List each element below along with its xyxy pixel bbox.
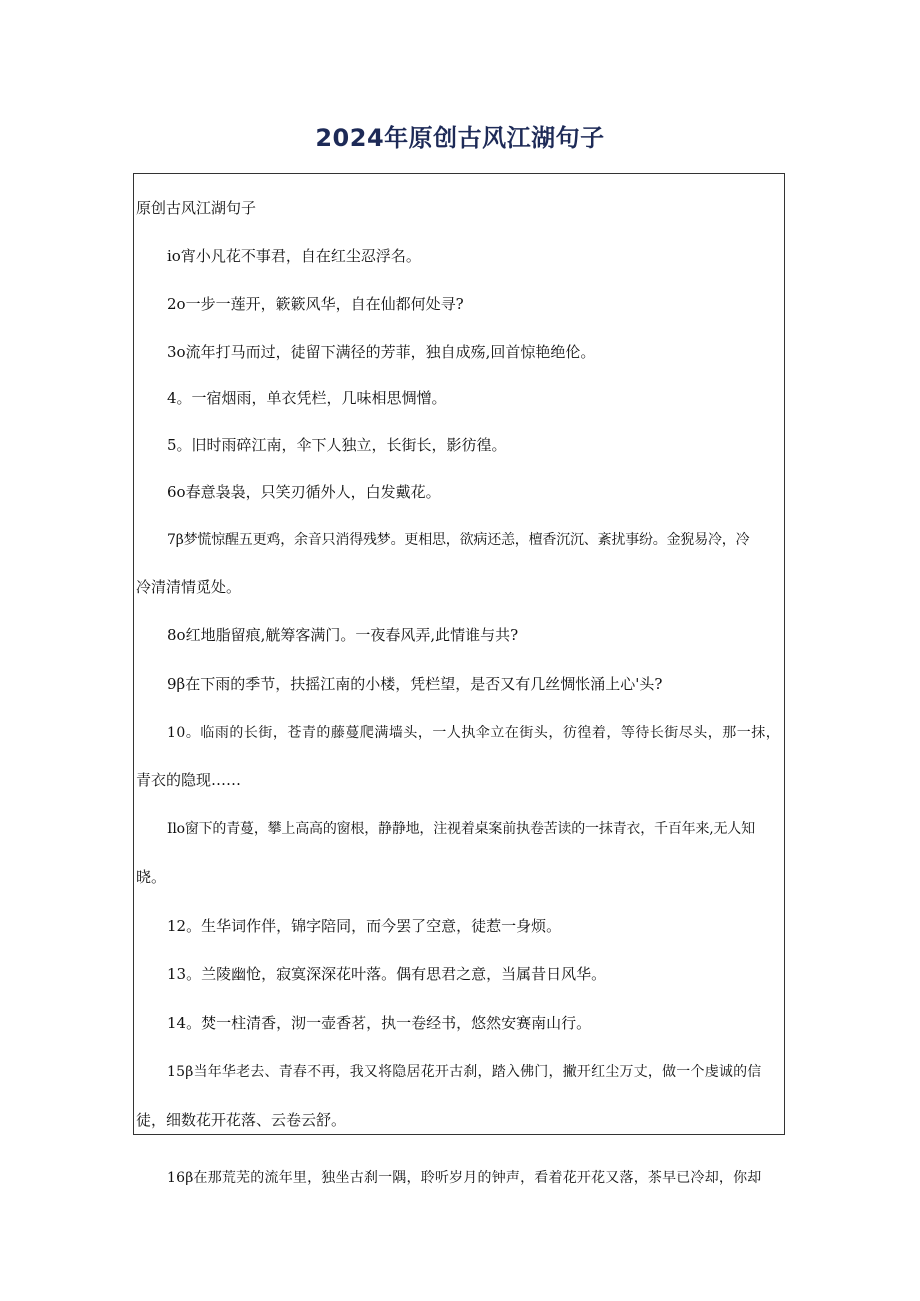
paragraph-line: 14。焚一柱清香，沏一壶香茗，执一卷经书，悠然安赛南山行。 (167, 1014, 592, 1032)
paragraph-line: 5。旧时雨碎江南，伞下人独立，长街长，影彷徨。 (167, 436, 507, 454)
content-frame (133, 173, 785, 1135)
paragraph-line: 3o流年打马而过，徒留下满径的芳菲，独自成殇,回首惊艳绝伦。 (167, 343, 596, 361)
paragraph-line: 10。临雨的长街，苍青的藤蔓爬满墙头，一人执伞立在街头，彷徨着，等待长街尽头，那一抹， (167, 725, 781, 741)
document-title: 2024年原创古风江湖句子 (315, 124, 605, 152)
paragraph-line: 15β当年华老去、青春不再，我又将隐居花开古刹，踏入佛门，撇开红尘万丈，做一个虔诚的信 (167, 1064, 762, 1080)
paragraph-line: 晓。 (136, 868, 167, 886)
paragraph-line: 冷清清情觅处。 (136, 578, 242, 596)
paragraph-line: 16β在那荒芜的流年里，独坐古刹一隅，聆听岁月的钟声，看着花开花又落，茶早已冷却，你却 (167, 1170, 762, 1186)
paragraph-line: 13。兰陵幽怆，寂寞深深花叶落。偶有思君之意，当属昔日风华。 (167, 965, 607, 983)
paragraph-line: 青衣的隐现…… (136, 771, 242, 789)
paragraph-line: 7β梦慌惊醒五更鸡，余音只消得残梦。更相思，欲病还恙，檀香沉沉、紊扰事纷。金猊易冷，冷 (167, 532, 750, 548)
paragraph-line: Ilo窗下的青蔓，攀上高高的窗根，静静地，注视着桌案前执卷苦读的一抹青衣，千百年来,无人知 (167, 821, 755, 837)
paragraph-line: 徒，细数花开花落、云卷云舒。 (136, 1111, 347, 1129)
paragraph-line: 6o春意袅袅，只笑刃循外人，白发戴花。 (167, 483, 441, 501)
document-heading: 原创古风江湖句子 (136, 199, 257, 217)
paragraph-line: 8o红地脂留痕,觥筹客满门。一夜春风弄,此情谁与共? (167, 626, 519, 644)
paragraph-line: 12。生华词作伴，锦字陪同，而今罢了空意，徒惹一身烦。 (167, 917, 562, 935)
paragraph-line: 2o一步一莲开，簌簌风华，自在仙都何处寻? (167, 295, 464, 313)
paragraph-line: 4。一宿烟雨，单衣凭栏，几味相思惆憎。 (167, 389, 447, 407)
paragraph-line: io宵小凡花不事君，自在红尘忍浮名。 (167, 247, 421, 265)
paragraph-line: 9β在下雨的季节，扶摇江南的小楼，凭栏望，是否又有几丝惆怅涌上心'头? (167, 675, 663, 693)
